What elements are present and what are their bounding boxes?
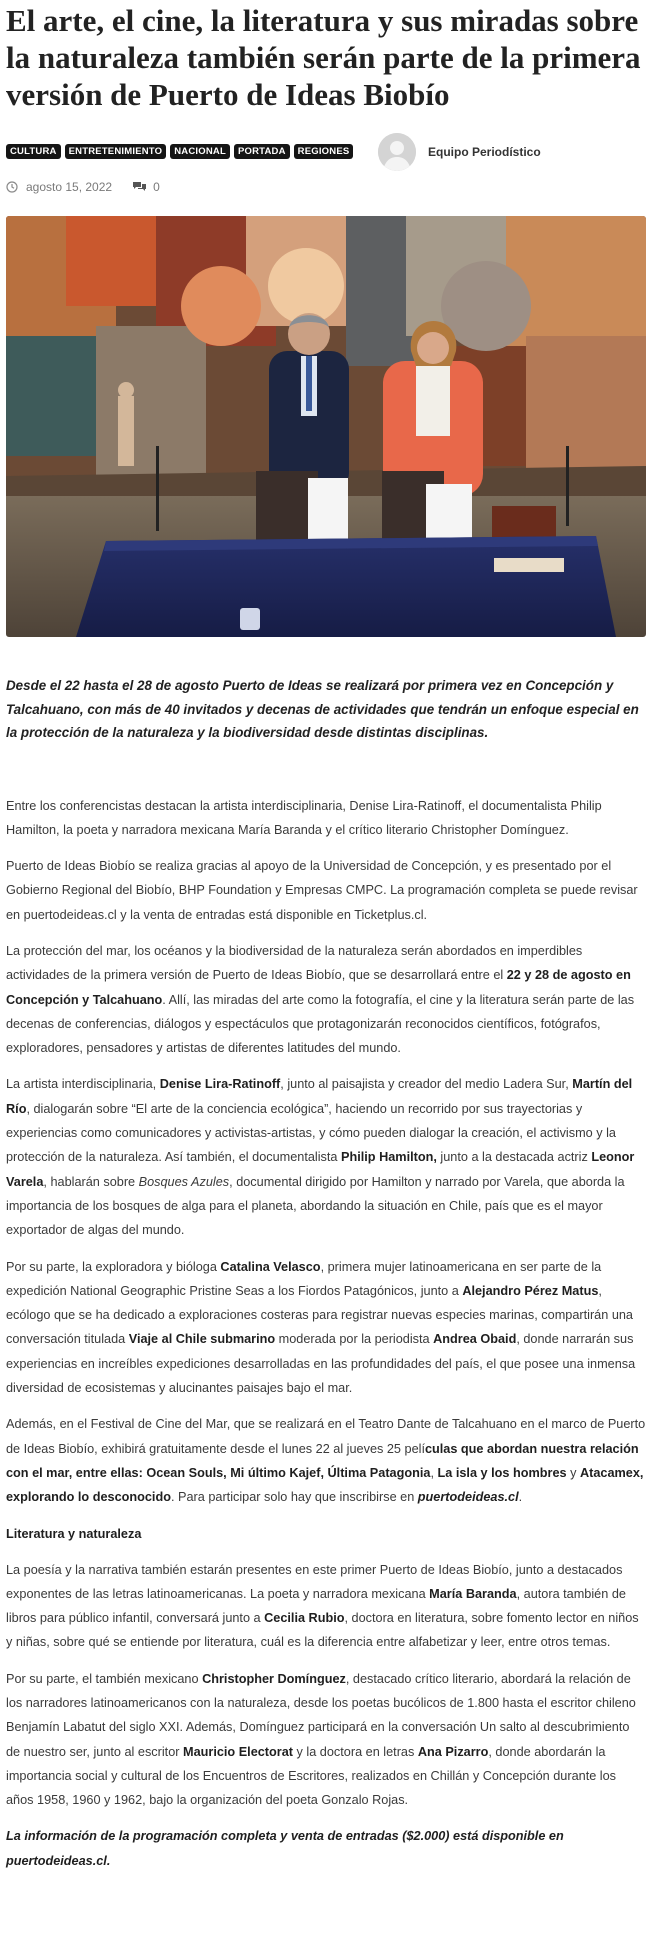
article [6, 0, 646, 1873]
paragraph-5 [6, 1255, 646, 1401]
paragraph-2: Puerto de Ideas Biobío se realiza gracias al apoyo de la Universidad de Concepción, y es presentado por el Gobierno Regional del Biobío, BHP Foundation y Empresas CMPC. La programación completa se puede revisar en puertodeideas.cl y la venta de entradas está disponible en Ticketplus.cl. [6, 859, 638, 922]
paragraph-3 [6, 939, 646, 1060]
documentary-title: Bosques Azules [138, 1174, 230, 1189]
name-cecilia-rubio: Cecilia Rubio [264, 1611, 345, 1626]
category-tag-nacional[interactable]: NACIONAL [170, 144, 230, 159]
paragraph-6-text: , [430, 1465, 438, 1480]
name-mauricio-electorat: Mauricio Electorat [183, 1744, 294, 1759]
paragraph-8-text: y la doctora en letras [293, 1744, 418, 1759]
article-lead: Desde el 22 hasta el 28 de agosto Puerto de Ideas se realizará por primera vez en Concepción y Talcahuano, con más de 40 invitados y decenas de actividades que tendrán un enfoque especial en la protección de la naturaleza y la biodiversidad desde distintas disciplinas. [6, 678, 639, 740]
name-philip-hamilton: Philip Hamilton, [341, 1150, 437, 1165]
name-denise-lira-ratinoff: Denise Lira-Ratinoff [159, 1077, 281, 1092]
paragraph-5-text: , donde narrarán sus experiencias en increíbles expediciones desarrolladas en las profundidades del país, el que posee una inmensa diversidad de ecosistemas y alucinantes paisajes bajo el mar. [6, 1332, 636, 1396]
paragraph-5-text: , ecólogo que se ha dedicado a exploraciones costeras para registrar nuevas especies marinas, compartirán una conversación titulada [6, 1283, 633, 1347]
name-ana-pizarro: Ana Pizarro [417, 1744, 489, 1759]
paragraph-7-text: , doctora en literatura, sobre fomento lector en niños y niñas, sobre qué se entiende por literatura, cuál es la diferencia entre alfabetizar y leer, entre otros temas. [6, 1611, 639, 1650]
event-dates: 22 y 28 de agosto en Concepción y Talcahuano [6, 968, 631, 1007]
author-name[interactable]: Equipo Periodístico [428, 145, 541, 159]
film-atacamex: Atacamex, explorando lo desconocido [6, 1465, 644, 1505]
paragraph-8 [6, 1667, 646, 1813]
paragraph-6 [6, 1412, 646, 1509]
paragraph-8-text: , destacado crítico literario, abordará la relación de los narradores latinoamericanos con la naturaleza, desde los poetas bucólicos de 1.800 hasta el escritor chileno Benjamín Labatut del siglo XXI. Además, Domínguez participará en la conversación Un salto al descubrimiento de nuestro ser, junto al escritor [6, 1671, 636, 1759]
name-martin-del-rio: Martín del Río [6, 1077, 633, 1116]
author-avatar[interactable] [378, 133, 416, 171]
publish-date: agosto 15, 2022 [26, 180, 113, 194]
paragraph-4-text: , hablarán sobre [43, 1174, 139, 1189]
comment-count[interactable]: 0 [153, 180, 160, 194]
meta-row [6, 127, 646, 173]
paragraph-7-text: , autora también de libros para público infantil, conversará junto a [6, 1586, 626, 1626]
paragraph-5-text: moderada por la periodista [275, 1332, 434, 1347]
name-maria-baranda: María Baranda [429, 1586, 517, 1601]
paragraph-6-text: y [566, 1465, 580, 1480]
paragraph-3-text: . Allí, las miradas del arte como la fotografía, el cine y la literatura serán parte de las decenas de conferencias, diálogos y espectáculos que protagonizarán reconocidos científicos, fotógrafos, exploradores, pensadores y artistas de diferentes latitudes del mundo. [6, 992, 635, 1056]
category-tag-entretenimiento[interactable]: ENTRETENIMIENTO [65, 144, 167, 159]
article-title: El arte, el cine, la literatura y sus miradas sobre la naturaleza también serán parte de la primera versión de Puerto de Ideas Biobío [6, 3, 641, 112]
section-heading: Literatura y naturaleza [6, 1526, 142, 1541]
talk-title: Viaje al Chile submarino [128, 1332, 276, 1347]
name-alejandro-perez-matus: Alejandro Pérez Matus [462, 1283, 599, 1298]
paragraph-7-text: La poesía y la narrativa también estarán presentes en este primer Puerto de Ideas Biobío, junto a destacados exponentes de las letras latinoamericanas. La poeta y narradora mexicana [6, 1562, 623, 1601]
name-leonor-varela: Leonor Varela [6, 1150, 635, 1189]
paragraph-7 [6, 1558, 646, 1655]
user-silhouette-icon [378, 133, 416, 171]
comments-icon[interactable] [132, 181, 147, 193]
category-tag-cultura[interactable]: CULTURA [6, 144, 61, 159]
paragraph-6-text: Además, en el Festival de Cine del Mar, que se realizará en el Teatro Dante de Talcahuano en el marco de Puerto de Ideas Biobío, exhibirá gratuitamente desde el lunes 22 al jueves 25 pelí [6, 1417, 646, 1456]
paragraph-4-text: , junto al paisajista y creador del medio Ladera Sur, [280, 1077, 573, 1092]
paragraph-4-text: , dialogarán sobre “El arte de la conciencia ecológica”, haciendo un recorrido por sus trayectorias y experiencias como comunicadores y activistas-artistas, y cómo pueden dialogar la creación, el activismo y la protección de la naturaleza. Así también, el documentalista [6, 1101, 616, 1165]
film-la-isla-y-los-hombres: La isla y los hombres [437, 1465, 567, 1480]
paragraph-3-text: La protección del mar, los océanos y la biodiversidad de la naturaleza serán abordados en imperdibles actividades de la primera versión de Puerto de Ideas Biobío, que se desarrollará entre el [6, 943, 583, 983]
paragraph-4-text: junto a la destacada actriz [436, 1150, 592, 1165]
category-tags [6, 144, 353, 159]
name-andrea-obaid: Andrea Obaid [433, 1332, 517, 1347]
featured-photo [6, 216, 646, 637]
paragraph-4-text: La artista interdisciplinaria, [6, 1077, 160, 1092]
paragraph-8-text: Por su parte, el también mexicano [6, 1671, 203, 1686]
paragraph-5-text: Por su parte, la exploradora y bióloga [6, 1259, 221, 1274]
paragraph-8-text: , donde abordarán la importancia social y cultural de los Encuentros de Escritores, realizados en Chillán y Concepción durante los años 1958, 1960 y 1962, bajo la organización del poeta Gonzalo Rojas. [6, 1744, 617, 1808]
category-tag-portada[interactable]: PORTADA [234, 144, 290, 159]
paragraph-6-text: . Para participar solo hay que inscribirse en [170, 1490, 418, 1505]
paragraph-1: Entre los conferencistas destacan la artista interdisciplinaria, Denise Lira-Ratinoff, el documentalista Philip Hamilton, la poeta y narradora mexicana María Baranda y el crítico literario Christopher Domínguez. [6, 798, 602, 837]
film-list: culas que abordan nuestra relación con el mar, entre ellas: Ocean Souls, Mi último Kajef, Última Patagonia [6, 1441, 639, 1480]
paragraph-6-text: . [518, 1490, 523, 1505]
paragraph-4-text: , documental dirigido por Hamilton y narrado por Varela, que aborda la importancia de los bosques de alga para el planeta, abordando la situación en Chile, país que es el mayor exportador de algas del mundo. [6, 1174, 625, 1238]
paragraph-4 [6, 1072, 646, 1242]
paragraph-5-text: , primera mujer latinoamericana en ser parte de la expedición National Geographic Pristine Seas a los Fiordos Patagónicos, junto a [6, 1259, 602, 1298]
article-body [6, 794, 646, 1874]
name-catalina-velasco: Catalina Velasco [220, 1259, 321, 1274]
category-tag-regiones[interactable]: REGIONES [294, 144, 354, 159]
clock-icon [6, 181, 18, 193]
name-christopher-dominguez: Christopher Domínguez [202, 1671, 346, 1686]
closing-note: La información de la programación completa y venta de entradas ($2.000) está disponible en puertodeideas.cl. [6, 1829, 564, 1868]
date-row [6, 175, 646, 199]
website-link[interactable]: puertodeideas.cl [417, 1490, 519, 1505]
